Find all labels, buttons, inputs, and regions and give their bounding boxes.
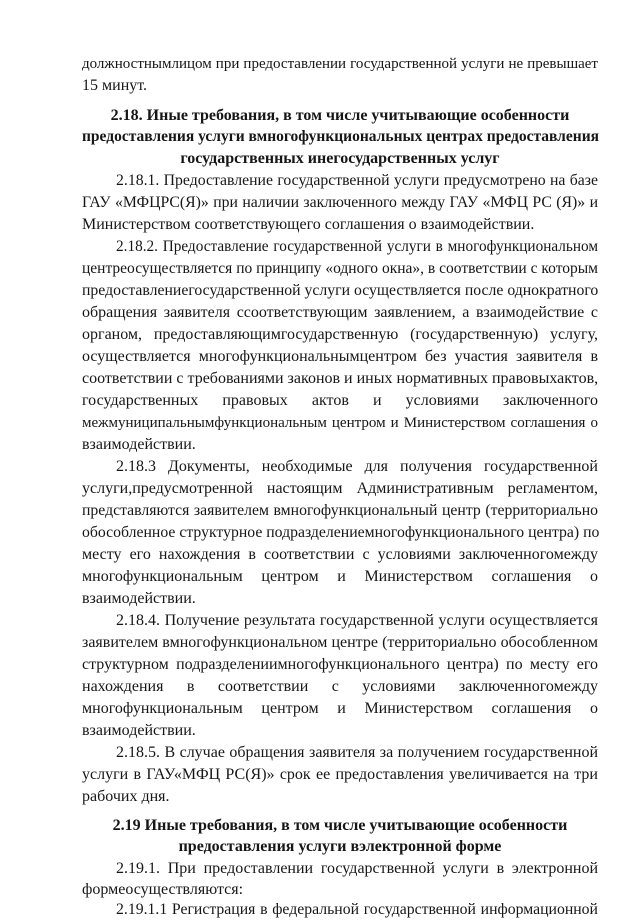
section-heading-2-19: предоставления услуги вэлектронной форме — [178, 838, 502, 855]
paragraph-line: взаимодействии. — [82, 590, 196, 607]
paragraph-line: межмуниципальнымфункциональным центром и Министерством соглашения о — [82, 415, 598, 431]
paragraph-line: осуществляется многофункциональнымцентром без участия заявителя в — [82, 348, 598, 365]
paragraph-line: рабочих дня. — [82, 788, 170, 805]
paragraph-line: услуги,предусмотренной настоящим Административным регламентом, — [82, 480, 598, 497]
clause-2-18-2: 2.18.2. Предоставление государственной услуги в многофункциональном — [116, 238, 598, 255]
paragraph-line: взаимодействии. — [82, 722, 196, 739]
paragraph-line: обособленное структурное подразделениемногофункционального центра) по — [82, 524, 600, 541]
paragraph-line: 15 минут. — [82, 77, 148, 94]
clause-2-18-1: 2.18.1. Предоставление государственной услуги предусмотрено на базе — [116, 172, 598, 189]
paragraph-line: предоставлениегосударственной услуги осуществляется после однократного — [82, 282, 599, 299]
paragraph-line: государственных правовых актов и условиями заключенного — [82, 392, 598, 409]
paragraph-line: Министерством соответствующего соглашения о взаимодействии. — [82, 216, 535, 233]
clause-2-19-1-1: 2.19.1.1 Регистрация в федеральной государственной информационной — [116, 901, 598, 918]
paragraph-line: месту его нахождения в соответствии с условиями заключенногомежду — [82, 546, 598, 563]
paragraph-line: структурном подразделениимногофункционального центра) по месту его — [82, 656, 598, 673]
paragraph-line: ГАУ «МФЦРС(Я)» при наличии заключенного между ГАУ «МФЦ РС (Я)» и — [82, 194, 598, 211]
section-heading-2-18: государственных инегосударственных услуг — [180, 150, 500, 167]
section-heading-2-19: 2.19 Иные требования, в том числе учитывающие особенности — [112, 817, 568, 834]
clause-2-19-1: 2.19.1. При предоставлении государственной услуги в электронной — [116, 860, 598, 877]
paragraph-line: должностнымлицом при предоставлении государственной услуги не превышает — [82, 56, 598, 72]
clause-2-18-4: 2.18.4. Получение результата государственной услуги осуществляется — [116, 612, 598, 629]
paragraph-line: взаимодействии. — [82, 436, 196, 453]
paragraph-line: представляются заявителем вмногофункциональный центр (территориально — [82, 502, 598, 519]
clause-2-18-3: 2.18.3 Документы, необходимые для получения государственной — [116, 458, 598, 475]
paragraph-line: формеосуществляются: — [82, 881, 244, 898]
paragraph-line: услуги в ГАУ«МФЦ РС(Я)» срок ее предоставления увеличивается на три — [82, 766, 598, 783]
section-heading-2-18: предоставления услуги вмногофункциональных центрах предоставления — [82, 128, 600, 145]
paragraph-line: органом, предоставляющимгосударственную (государственную) услугу, — [82, 326, 598, 343]
paragraph-line: соответствии с требованиями законов и иных нормативных правовыхактов, — [82, 370, 599, 387]
paragraph-line: нахождения в соответствии с условиями заключенногомежду — [82, 678, 598, 695]
clause-2-18-5: 2.18.5. В случае обращения заявителя за получением государственной — [116, 744, 598, 761]
paragraph-line: центреосуществляется по принципу «одного окна», в соответствии с которым — [82, 260, 598, 277]
section-heading-2-18: 2.18. Иные требования, в том числе учитывающие особенности — [110, 107, 570, 124]
paragraph-line: многофункциональным центром и Министерством соглашения о — [82, 568, 598, 585]
paragraph-line: многофункциональным центром и Министерством соглашения о — [82, 700, 598, 717]
paragraph-line: заявителем вмногофункциональном центре (территориально обособленном — [82, 634, 598, 651]
paragraph-line: обращения заявителя ссоответствующим заявлением, а взаимодействие с — [82, 304, 598, 321]
